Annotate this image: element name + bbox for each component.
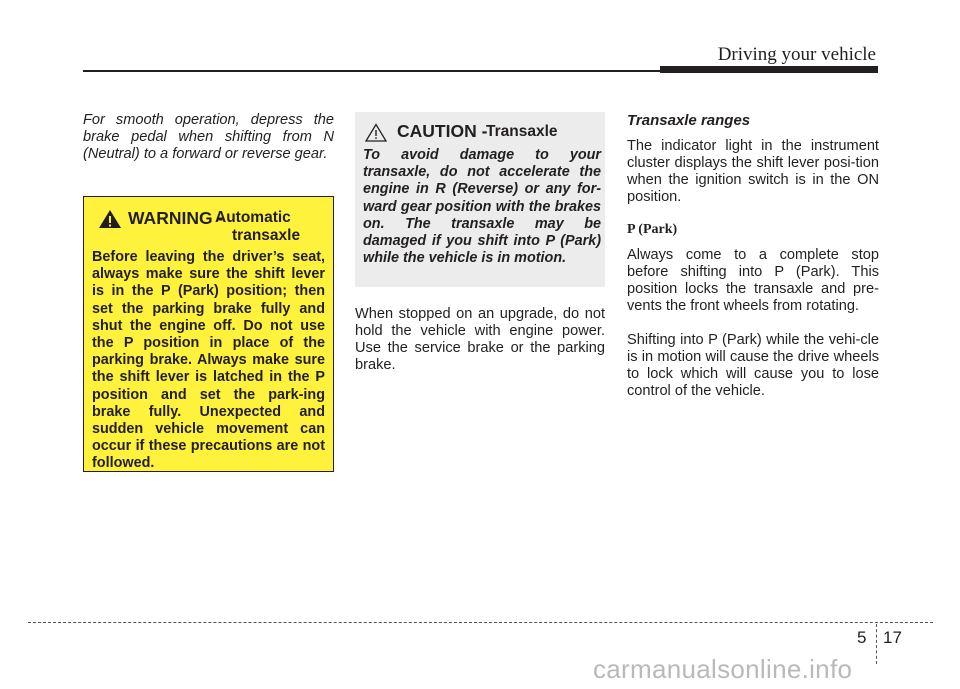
footer-rule	[28, 622, 933, 623]
page-header-title: Driving your vehicle	[717, 44, 876, 65]
section-title: Transaxle ranges	[627, 112, 751, 129]
caution-subject: Transaxle	[486, 123, 558, 140]
warning-box	[83, 196, 334, 472]
park-paragraph-2: Shifting into P (Park) while the vehi-cle is in motion will cause the drive wheels to lock which will cause you to lose control of the vehicle.	[627, 332, 879, 399]
column-1	[83, 112, 334, 163]
warning-subject-line1: Automatic	[215, 209, 291, 226]
warning-header	[92, 207, 325, 249]
caution-body: To avoid damage to your transaxle, do not accelerate the engine in R (Reverse) or any for-ward gear position with the brakes on. The transaxle may be damaged if you shift into P (Park) while the vehicle is in motion.	[363, 147, 601, 267]
upgrade-paragraph: When stopped on an upgrade, do not hold the vehicle with engine power. Use the service brake or the parking brake.	[355, 306, 605, 373]
header-bar	[660, 66, 878, 73]
caution-header	[363, 121, 601, 147]
column-3	[627, 112, 879, 400]
header-rule	[83, 70, 663, 72]
chapter-number: 5	[857, 628, 867, 647]
intro-paragraph: For smooth operation, depress the brake pedal when shifting from N (Neutral) to a forward or reverse gear.	[83, 112, 334, 162]
watermark-text: carmanualsonline.info	[593, 654, 853, 684]
page-number: 17	[883, 628, 902, 647]
caution-triangle-icon	[365, 123, 387, 147]
park-paragraph-1: Always come to a complete stop before shifting into P (Park). This position locks the transaxle and pre-vents the front wheels from rotating.	[627, 247, 879, 314]
caution-box	[355, 112, 605, 287]
park-heading: P (Park)	[627, 222, 678, 237]
warning-body: Before leaving the driver’s seat, always make sure the shift lever is in the P (Park) position; then set the parking brake fully and shut the engine off. Do not use the P position in place of the parking brake. Always make sure the shift lever is latched in the P position and set the park-ing brake fully. Unexpected and sudden vehicle movement can occur if these precautions are not followed.	[92, 249, 325, 472]
warning-triangle-icon	[98, 209, 122, 234]
caution-label: CAUTION -	[397, 121, 488, 141]
warning-subject-line2: transaxle	[232, 227, 301, 244]
page-number-divider	[876, 624, 877, 664]
warning-label: WARNING -	[128, 208, 224, 228]
section-paragraph: The indicator light in the instrument cluster displays the shift lever posi-tion when the ignition switch is in the ON position.	[627, 138, 879, 205]
